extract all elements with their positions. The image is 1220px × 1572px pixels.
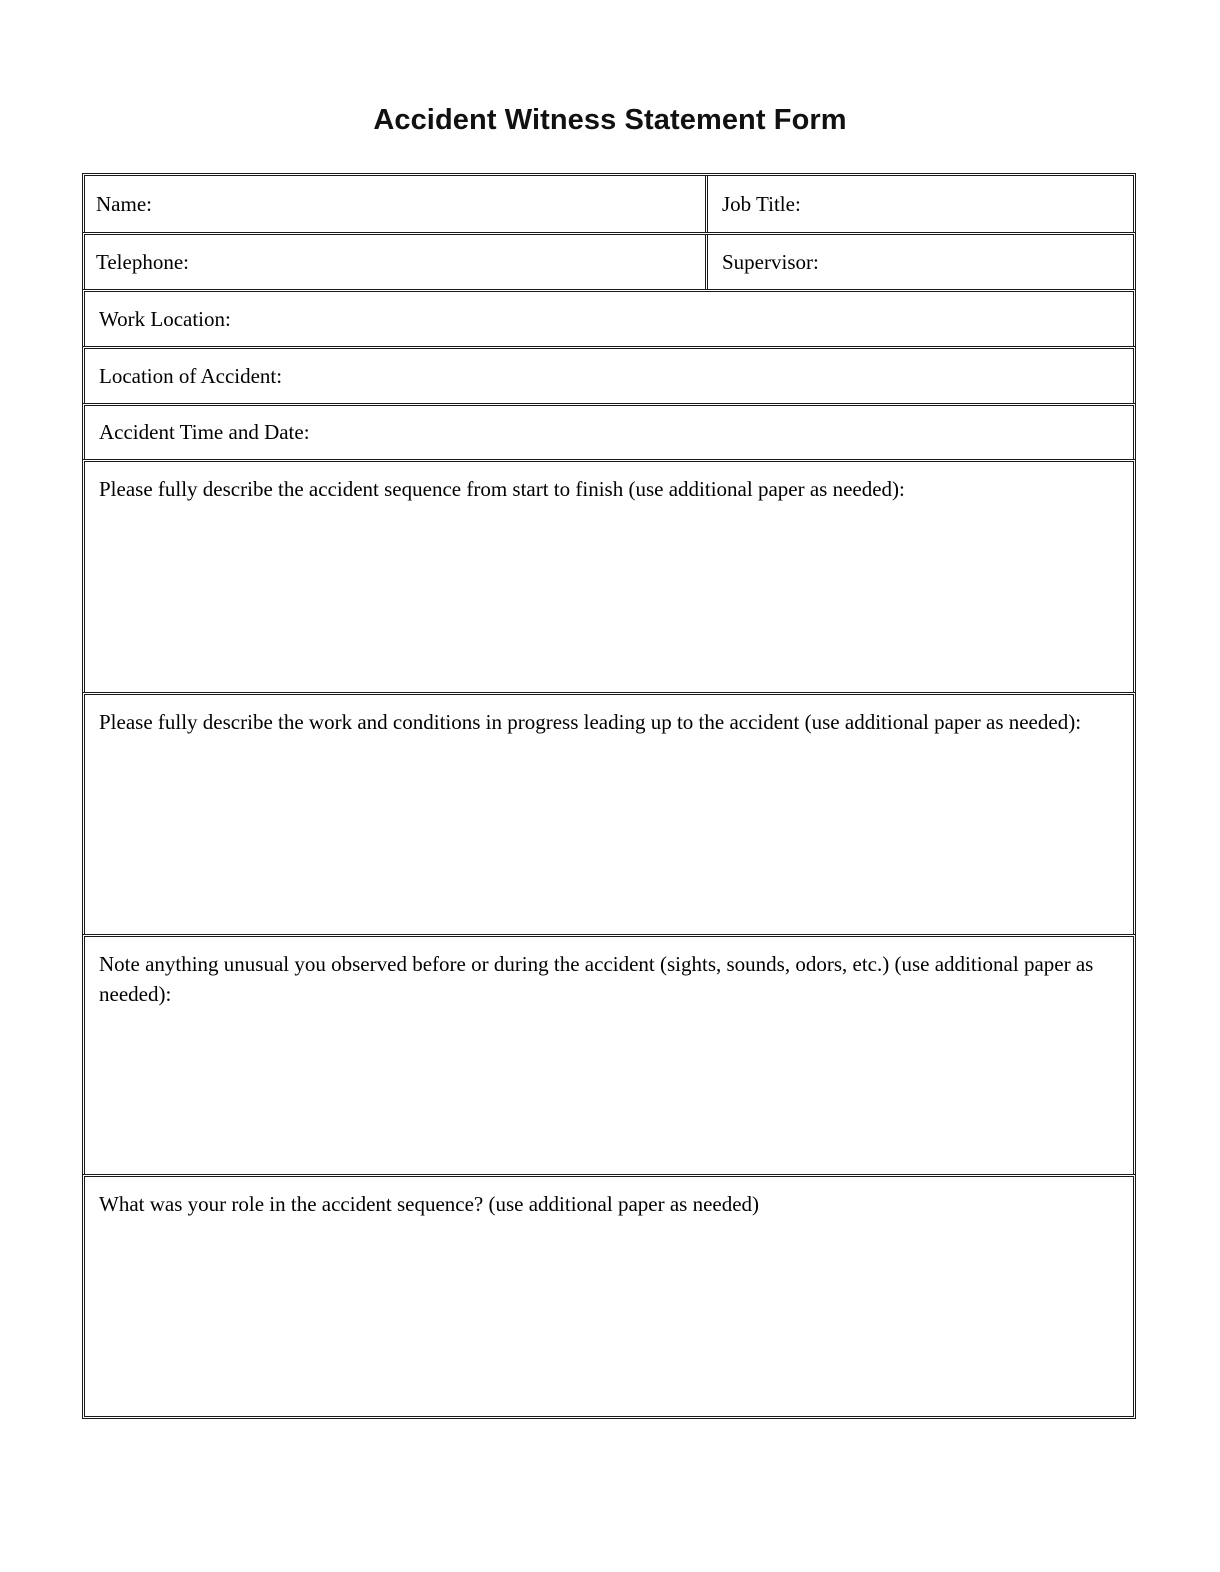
anything-unusual-answer-area[interactable]	[82, 934, 1136, 1174]
witness-statement-table	[82, 173, 1136, 1419]
supervisor-label: Supervisor:	[722, 249, 819, 274]
work-and-conditions-prompt: Please fully describe the work and conditions in progress leading up to the accident (use additional paper as needed):	[99, 710, 1082, 734]
your-role-answer-area[interactable]	[82, 1174, 1136, 1419]
supervisor-field-cell[interactable]	[708, 235, 1133, 289]
accident-sequence-prompt: Please fully describe the accident sequence from start to finish (use additional paper as needed):	[99, 477, 905, 501]
work-location-label: Work Location:	[99, 306, 231, 331]
table-row-telephone	[82, 232, 1136, 289]
work-and-conditions-answer-area[interactable]	[82, 692, 1136, 934]
job-title-field-cell[interactable]	[708, 176, 1133, 232]
work-location-field-cell[interactable]	[82, 289, 1136, 346]
location-of-accident-label: Location of Accident:	[99, 363, 283, 388]
name-label: Name:	[96, 191, 152, 216]
anything-unusual-prompt: Note anything unusual you observed before or during the accident (sights, sounds, odors, etc.) (use additional paper as needed):	[99, 952, 1094, 1006]
accident-sequence-answer-area[interactable]	[82, 459, 1136, 692]
page-title: Accident Witness Statement Form	[373, 104, 847, 136]
name-field-cell[interactable]	[85, 176, 708, 232]
accident-time-and-date-label: Accident Time and Date:	[99, 420, 310, 444]
telephone-field-cell[interactable]	[85, 235, 708, 289]
table-row-name	[82, 173, 1136, 232]
location-of-accident-field-cell[interactable]	[82, 346, 1136, 403]
your-role-prompt: What was your role in the accident sequence? (use additional paper as needed)	[99, 1192, 760, 1216]
job-title-label: Job Title:	[722, 191, 801, 216]
telephone-label: Telephone:	[96, 249, 189, 274]
accident-time-and-date-field-cell[interactable]	[82, 403, 1136, 459]
